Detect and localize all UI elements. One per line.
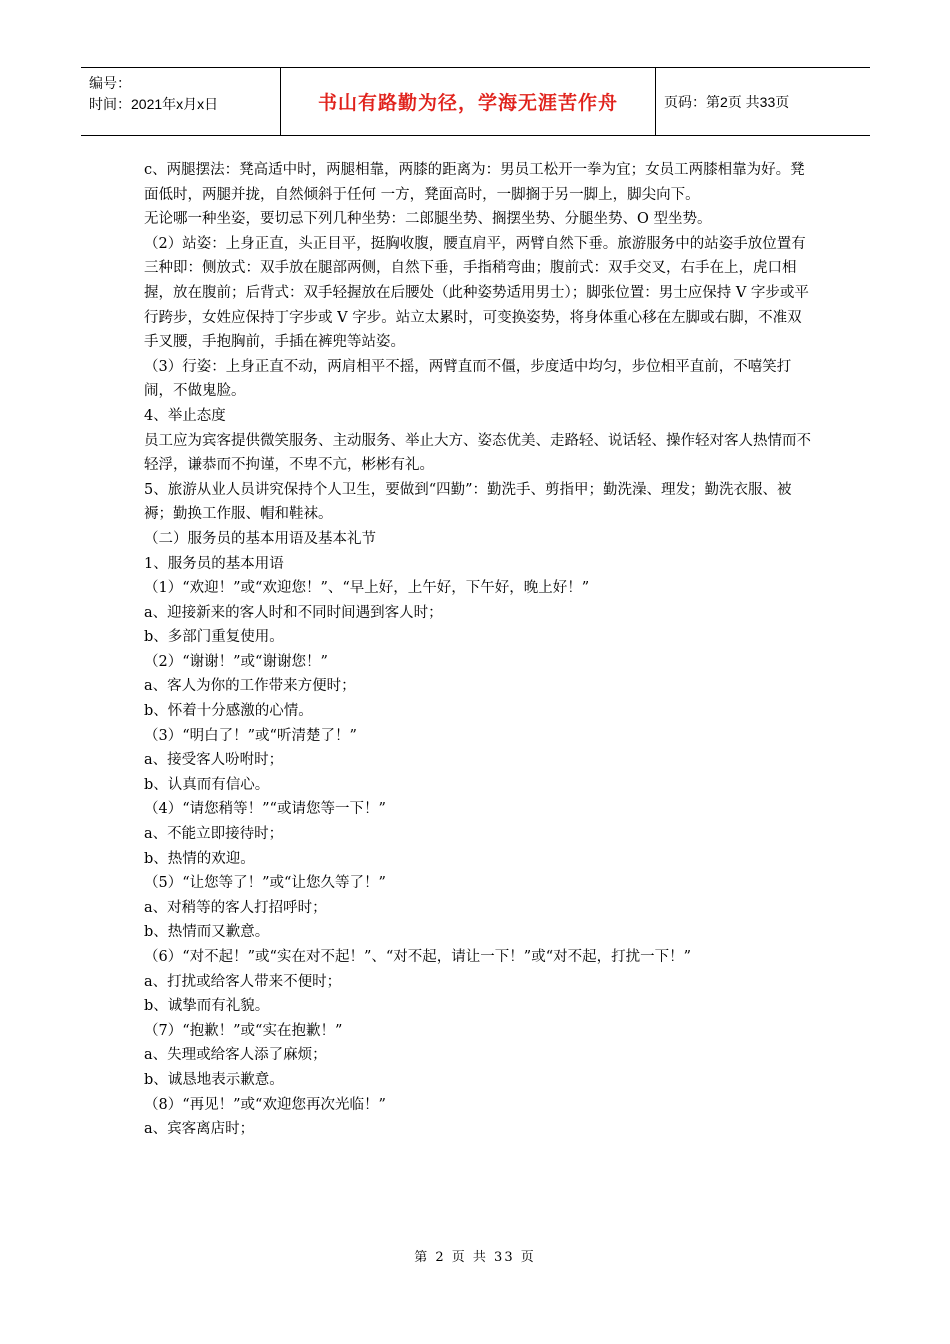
paragraph: b、怀着十分感激的心情。: [144, 703, 313, 720]
paragraph: （7）“抱歉！”或“实在抱歉！”: [144, 1022, 343, 1039]
paragraph: a、接受客人吩咐时；: [144, 752, 284, 769]
paragraph: （1）“欢迎！”或“欢迎您！”、“早上好，上午好，下午好，晚上好！”: [144, 580, 590, 597]
paragraph: （4）“请您稍等！”“或请您等一下！”: [144, 801, 386, 818]
paragraph: a、失理或给客人添了麻烦；: [144, 1047, 327, 1064]
number-label: 编号：: [89, 75, 131, 91]
header-table: [81, 67, 870, 136]
paragraph: （8）“再见！”或“欢迎您再次光临！”: [144, 1096, 386, 1113]
paragraph: 4、举止态度: [144, 407, 226, 424]
paragraph: b、诚恳地表示歉意。: [144, 1071, 284, 1088]
paragraph: b、认真而有信心。: [144, 776, 270, 793]
paragraph: （6）“对不起！”或“实在对不起！”、“对不起，请让一下！”或“对不起，打扰一下！”: [144, 949, 692, 965]
paragraph: b、热情而又歉意。: [144, 924, 270, 941]
paragraph: b、多部门重复使用。: [144, 629, 284, 646]
paragraph: （3）“明白了！”或“听清楚了！”: [144, 727, 357, 744]
paragraph: a、打扰或给客人带来不便时；: [144, 973, 342, 990]
paragraph: b、诚挚而有礼貌。: [144, 998, 270, 1015]
paragraph: a、迎接新来的客人时和不同时间遇到客人时；: [144, 604, 443, 621]
page-footer: 第 2 页 共 33 页: [414, 1250, 536, 1265]
paragraph: （2）站姿：上身正直，头正目平，挺胸收腹，腰直肩平，两臂自然下垂。旅游服务中的站姿手放位置有三种即：侧放式：双手放在腿部两侧，自然下垂，手指稍弯曲；腹前式：双手交叉，右手在上，虎口相握，放在腹前；后背式：双手轻握放在后腰处（此种姿势适用男士）；脚张位置：男士应保持 V 字步或平行跨步，女姓应保持丁字步或 V 字步。站立太累时，可变换姿势，将身体重心移在左脚或右脚，不准双手叉腰，手抱胸前，手插在裤兜等站姿。: [144, 235, 809, 351]
motto-text: 书山有路勤为径，学海无涯苦作舟: [317, 92, 618, 114]
date-label: 时间：2021年x月x日: [89, 96, 219, 112]
paragraph: 1、服务员的基本用语: [144, 555, 284, 572]
paragraph: a、不能立即接待时；: [144, 826, 284, 843]
paragraph: b、热情的欢迎。: [144, 850, 255, 867]
header-page-cell: [656, 68, 870, 135]
paragraph: 5、旅游从业人员讲究保持个人卫生，要做到“四勤”：勤洗手、剪指甲；勤洗澡、理发；勤洗衣服、被褥；勤换工作服、帽和鞋袜。: [144, 481, 792, 523]
paragraph: （2）“谢谢！”或“谢谢您！”: [144, 653, 328, 670]
header-left-cell: [81, 68, 281, 135]
paragraph: a、客人为你的工作带来方便时；: [144, 678, 356, 695]
paragraph: c、两腿摆法：凳高适中时，两腿相靠，两膝的距离为：男员工松开一拳为宜；女员工两膝相靠为好。凳面低时，两腿并拢，自然倾斜于任何 一方，凳面高时，一脚搁于另一脚上，脚尖向下。: [144, 162, 805, 203]
header-motto-cell: [281, 68, 656, 135]
paragraph: 员工应为宾客提供微笑服务、主动服务、举止大方、姿态优美、走路轻、说话轻、操作轻对客人热情而不轻浮，谦恭而不拘谨，不卑不亢，彬彬有礼。: [144, 432, 811, 474]
paragraph: a、宾客离店时；: [144, 1121, 255, 1138]
body-text: [144, 158, 816, 1142]
page-info: 页码：第2页 共33页: [664, 93, 790, 110]
paragraph: （二）服务员的基本用语及基本礼节: [144, 530, 376, 547]
paragraph: （3）行姿：上身正直不动，两肩相平不摇，两臂直而不僵，步度适中均匀，步位相平直前，不嘻笑打闹，不做鬼脸。: [144, 358, 792, 400]
paragraph: （5）“让您等了！”或“让您久等了！”: [144, 875, 386, 892]
paragraph: a、对稍等的客人打招呼时；: [144, 899, 327, 916]
paragraph: 无论哪一种坐姿，要切忌下列几种坐势：二郎腿坐势、搁摆坐势、分腿坐势、O 型坐势。: [144, 211, 712, 228]
